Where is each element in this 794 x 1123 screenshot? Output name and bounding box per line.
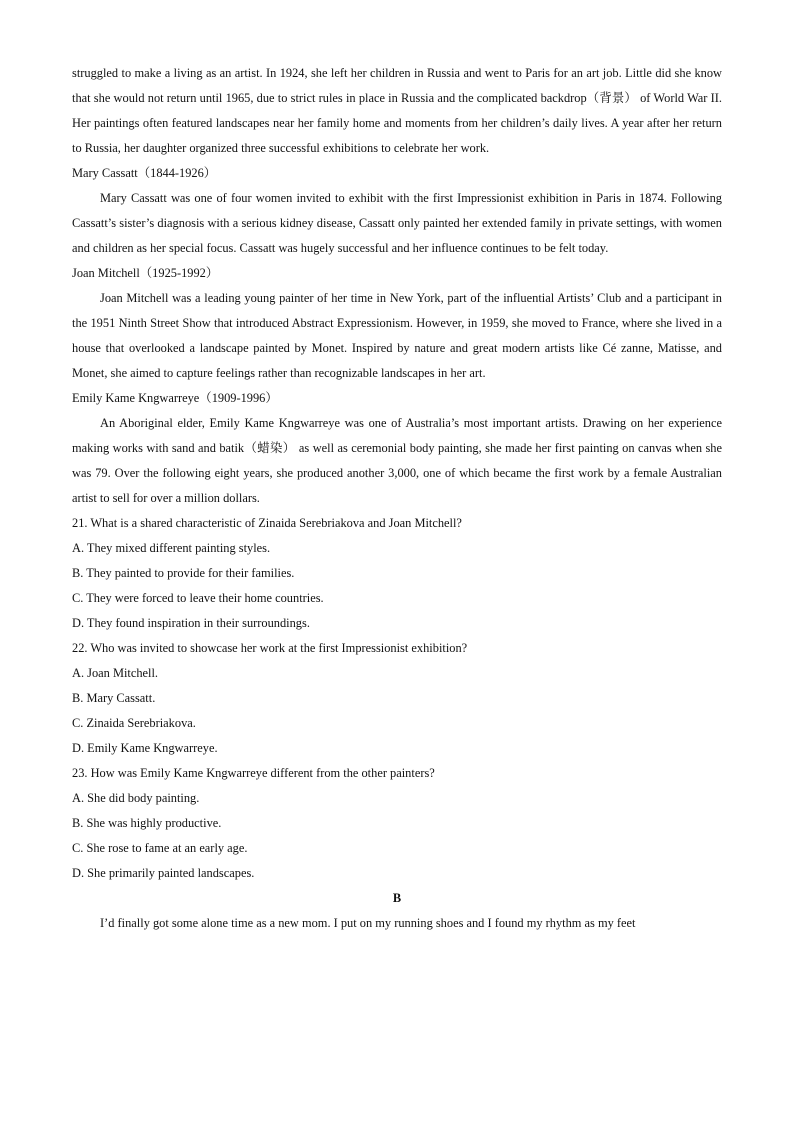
option-21-d: D. They found inspiration in their surroundings. [72,616,310,630]
option-23-a: A. She did body painting. [72,791,200,805]
artist-heading-kngwarreye: Emily Kame Kngwarreye（1909-1996） [72,391,278,405]
option-21-b: B. They painted to provide for their families. [72,566,295,580]
artist-body-kngwarreye: An Aboriginal elder, Emily Kame Kngwarreye was one of Australia’s most important artists. Drawing on her experience making works with sand and batik（蜡染） as well as ceremonial body painting, she made her first painting on canvas when she was 79. Over the following eight years, she produced another 3,000, one of which became the first work by a female Australian artist to sell for over a million dollars. [72,416,722,505]
option-22-a: A. Joan Mitchell. [72,666,159,680]
artist-heading-mitchell: Joan Mitchell（1925-1992） [72,266,219,280]
question-23: 23. How was Emily Kame Kngwarreye different from the other painters? [72,766,435,780]
section-b-heading: B [392,891,402,905]
option-22-c: C. Zinaida Serebriakova. [72,716,196,730]
option-23-d: D. She primarily painted landscapes. [72,866,255,880]
option-23-c: C. She rose to fame at an early age. [72,841,248,855]
artist-body-mitchell: Joan Mitchell was a leading young painter of her time in New York, part of the influential Artists’ Club and a participant in the 1951 Ninth Street Show that introduced Abstract Expressionism. However, in 1959, she moved to France, where she lived in a house that overlooked a landscape painted by Monet. Inspired by nature and great modern artists like Cé zanne, Matisse, and Monet, she aimed to capture feelings rather than recognizable landscapes in her art. [72,291,722,380]
intro-paragraph: struggled to make a living as an artist. In 1924, she left her children in Russia and went to Paris for an art job. Little did she know that she would not return until 1965, due to strict rules in place in Russia and the complicated backdrop（背景） of World War II. Her paintings often featured landscapes near her family home and moments from her children’s daily lives. A year after her return to Russia, her daughter organized three successful exhibitions to celebrate her work. [72,66,722,155]
option-21-a: A. They mixed different painting styles. [72,541,271,555]
question-22: 22. Who was invited to showcase her work at the first Impressionist exhibition? [72,641,468,655]
option-23-b: B. She was highly productive. [72,816,222,830]
section-b-opening: I’d finally got some alone time as a new mom. I put on my running shoes and I found my rhythm as my feet [100,916,636,930]
question-21: 21. What is a shared characteristic of Zinaida Serebriakova and Joan Mitchell? [72,516,462,530]
option-21-c: C. They were forced to leave their home countries. [72,591,324,605]
option-22-b: B. Mary Cassatt. [72,691,156,705]
artist-heading-cassatt: Mary Cassatt（1844-1926） [72,166,217,180]
artist-body-cassatt: Mary Cassatt was one of four women invited to exhibit with the first Impressionist exhibition in Paris in 1874. Following Cassatt’s sister’s diagnosis with a serious kidney disease, Cassatt only painted her extended family in private settings, with women and children as her special focus. Cassatt was hugely successful and her influence continues to be felt today. [72,191,722,255]
option-22-d: D. Emily Kame Kngwarreye. [72,741,218,755]
document-page [72,61,722,936]
